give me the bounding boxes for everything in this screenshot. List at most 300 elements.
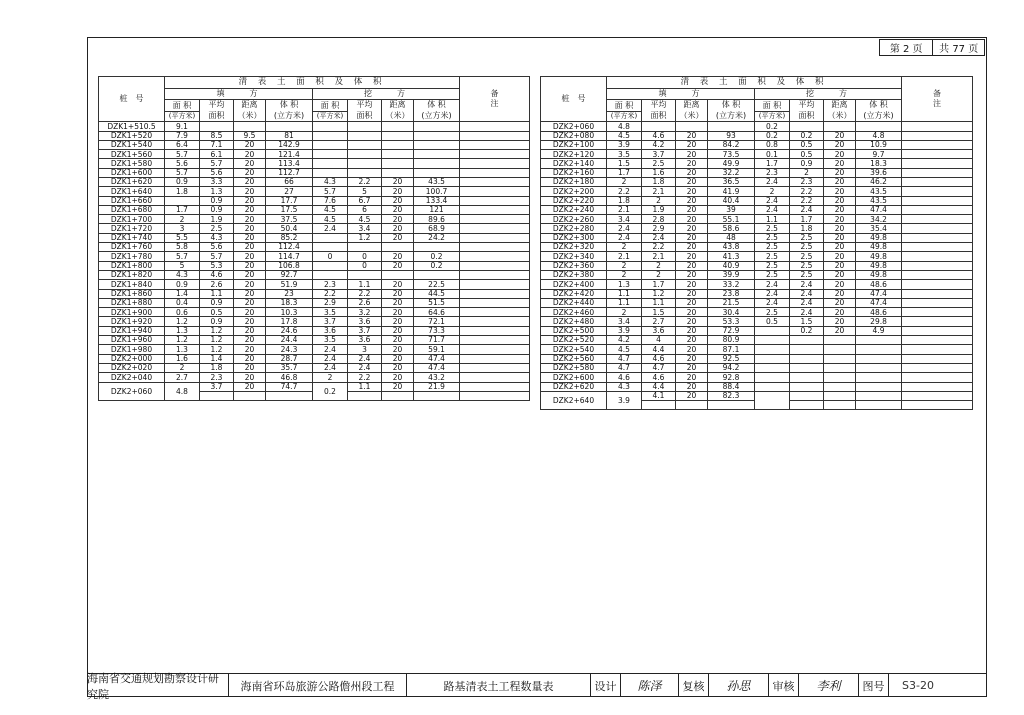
fill-vol-cell: 21.5: [708, 298, 755, 307]
remark-cell: [460, 261, 530, 270]
cut-vol-cell: 49.8: [856, 252, 902, 261]
remark-cell: [460, 317, 530, 326]
fill-dist-cell: 20: [234, 280, 266, 289]
station-cell: DZK1+980: [99, 345, 165, 354]
fill-area-cell: 2.1: [607, 205, 642, 214]
fill-avg-cell: 2.1: [642, 252, 676, 261]
cut-vol-cell: 49.8: [856, 270, 902, 279]
cut-avg-cell: 1.1: [348, 280, 382, 289]
cut-dist-cell: 20: [382, 326, 414, 335]
station-cell: DZK2+080: [541, 131, 607, 140]
cut-avg-cell: 0.2: [790, 326, 824, 335]
fill-dist-cell: 20: [234, 317, 266, 326]
cut-dist-cell: [382, 168, 414, 177]
cut-area-cell: 2.5: [755, 224, 790, 233]
cut-avg-cell: 2: [790, 168, 824, 177]
remark-cell: [460, 168, 530, 177]
remark-cell: [902, 336, 973, 345]
fill-avg-cell: 3.7: [642, 150, 676, 159]
page-total: 共 77 页: [939, 44, 979, 55]
station-cell: DZK2+220: [541, 196, 607, 205]
cut-vol-cell: 47.4: [414, 363, 460, 372]
station-cell: DZK2+240: [541, 205, 607, 214]
remark-cell: [460, 382, 530, 391]
fill-dist-cell: 20: [234, 382, 266, 391]
fill-area-cell: 1.3: [607, 280, 642, 289]
fill-vol-cell: 66: [266, 178, 313, 187]
cut-area-cell: 2.5: [755, 252, 790, 261]
page-current: 第 2 页: [880, 40, 933, 55]
cut-avg-cell: [348, 150, 382, 159]
remark-cell: [460, 354, 530, 363]
fill-area-cell: 3.9: [607, 391, 642, 410]
cut-avg-cell: [790, 391, 824, 400]
cut-vol-cell: 35.4: [856, 224, 902, 233]
cut-vol-cell: 72.1: [414, 317, 460, 326]
remark-cell: [902, 233, 973, 242]
cut-area-cell: [313, 131, 348, 140]
cut-area-cell: 2.9: [313, 298, 348, 307]
station-cell: DZK2+560: [541, 354, 607, 363]
cut-area-cell: [313, 122, 348, 131]
cut-avg-cell: 2.4: [790, 308, 824, 317]
fill-avg-cell: 0.9: [200, 196, 234, 205]
header-fill-dist: 距离 （米）: [234, 100, 266, 122]
station-cell: DZK2+580: [541, 363, 607, 372]
cut-dist-cell: 20: [824, 178, 856, 187]
cut-vol-cell: 89.6: [414, 215, 460, 224]
station-cell: DZK1+900: [99, 308, 165, 317]
cut-vol-cell: 47.4: [856, 289, 902, 298]
cut-area-cell: 2.4: [755, 205, 790, 214]
remark-cell: [902, 252, 973, 261]
remark-cell: [460, 252, 530, 261]
fill-dist-cell: 20: [676, 345, 708, 354]
cut-dist-cell: 20: [824, 187, 856, 196]
cut-vol-cell: [414, 159, 460, 168]
cut-dist-cell: 20: [382, 354, 414, 363]
cut-dist-cell: 20: [824, 168, 856, 177]
fill-avg-cell: 2.8: [642, 215, 676, 224]
cut-area-cell: 4.5: [313, 215, 348, 224]
station-cell: DZK2+320: [541, 243, 607, 252]
fill-vol-cell: 94.2: [708, 363, 755, 372]
fill-avg-cell: 5.7: [200, 252, 234, 261]
cut-dist-cell: 20: [382, 196, 414, 205]
empty-cell: [266, 391, 313, 400]
station-cell: DZK1+620: [99, 178, 165, 187]
remark-cell: [902, 205, 973, 214]
remark-cell: [460, 140, 530, 149]
cut-dist-cell: [824, 345, 856, 354]
cut-avg-cell: [790, 363, 824, 372]
cut-dist-cell: 20: [824, 308, 856, 317]
fill-vol-cell: 41.3: [708, 252, 755, 261]
fill-vol-cell: 85.2: [266, 233, 313, 242]
header-fill-avg: 平均 面积: [200, 100, 234, 122]
cut-avg-cell: 2.2: [348, 373, 382, 382]
cut-vol-cell: 4.8: [856, 131, 902, 140]
station-cell: DZK1+580: [99, 159, 165, 168]
cut-area-cell: 2.4: [755, 298, 790, 307]
fill-dist-cell: 20: [676, 391, 708, 400]
fill-avg-cell: 4.6: [642, 131, 676, 140]
fill-dist-cell: 20: [676, 224, 708, 233]
header-cut: 挖 方: [313, 89, 460, 100]
station-cell: DZK1+680: [99, 205, 165, 214]
remark-cell: [902, 168, 973, 177]
cut-area-cell: 2.3: [755, 168, 790, 177]
cut-avg-cell: [348, 168, 382, 177]
remark-cell: [902, 140, 973, 149]
fill-vol-cell: 27: [266, 187, 313, 196]
fill-dist-cell: 20: [234, 270, 266, 279]
fill-dist-cell: 20: [676, 308, 708, 317]
fill-vol-cell: 17.8: [266, 317, 313, 326]
header-fill-vol: 体 积 (立方米): [708, 100, 755, 122]
fill-dist-cell: 20: [234, 150, 266, 159]
fill-area-cell: 1.2: [165, 317, 200, 326]
cut-area-cell: 2.4: [313, 224, 348, 233]
table-row: [99, 122, 530, 131]
fill-area-cell: 1.1: [607, 298, 642, 307]
cut-vol-cell: 22.5: [414, 280, 460, 289]
fill-avg-cell: 1.7: [642, 280, 676, 289]
cut-vol-cell: 4.9: [856, 326, 902, 335]
header-fill-avg: 平均 面积: [642, 100, 676, 122]
cut-dist-cell: [824, 382, 856, 391]
fill-area-cell: 4.7: [607, 363, 642, 372]
fill-avg-cell: 1.8: [642, 178, 676, 187]
cut-area-cell: 1.7: [755, 159, 790, 168]
fill-area-cell: 4.5: [607, 131, 642, 140]
station-cell: DZK2+500: [541, 326, 607, 335]
remark-cell: [460, 289, 530, 298]
cut-avg-cell: 4.5: [348, 215, 382, 224]
cut-vol-cell: 47.4: [856, 205, 902, 214]
empty-cell: [676, 401, 708, 410]
fill-avg-cell: 0.9: [200, 317, 234, 326]
fill-vol-cell: 92.8: [708, 373, 755, 382]
cut-avg-cell: 2.4: [790, 289, 824, 298]
remark-cell: [902, 345, 973, 354]
cut-dist-cell: [824, 336, 856, 345]
remark-cell: [902, 308, 973, 317]
station-cell: DZK2+460: [541, 308, 607, 317]
cut-dist-cell: 20: [824, 233, 856, 242]
fill-vol-cell: 49.9: [708, 159, 755, 168]
fill-avg-cell: 2: [642, 261, 676, 270]
fill-avg-cell: 2.1: [642, 187, 676, 196]
station-cell: DZK1+960: [99, 336, 165, 345]
remark-cell: [460, 298, 530, 307]
cut-vol-cell: 29.8: [856, 317, 902, 326]
fill-dist-cell: 20: [676, 252, 708, 261]
cut-avg-cell: 1.8: [790, 224, 824, 233]
cut-area-cell: [313, 168, 348, 177]
station-cell: DZK1+640: [99, 187, 165, 196]
fill-vol-cell: 142.9: [266, 140, 313, 149]
fill-vol-cell: 39.9: [708, 270, 755, 279]
cut-area-cell: 2.4: [313, 354, 348, 363]
empty-cell: [856, 401, 902, 410]
fill-avg-cell: 1.2: [200, 345, 234, 354]
cut-vol-cell: 21.9: [414, 382, 460, 391]
fill-dist-cell: 20: [234, 345, 266, 354]
fill-area-cell: 1.2: [165, 336, 200, 345]
cut-avg-cell: 2.4: [348, 363, 382, 372]
station-cell: DZK1+600: [99, 168, 165, 177]
cut-avg-cell: 2.4: [790, 298, 824, 307]
fill-area-cell: 0.9: [165, 178, 200, 187]
fill-avg-cell: 2.7: [642, 317, 676, 326]
fill-dist-cell: 20: [676, 336, 708, 345]
station-cell: DZK2+280: [541, 224, 607, 233]
fill-dist-cell: 20: [234, 178, 266, 187]
fill-dist-cell: 20: [676, 373, 708, 382]
remark-cell: [460, 131, 530, 140]
fill-area-cell: 2.4: [607, 233, 642, 242]
cut-vol-cell: 24.2: [414, 233, 460, 242]
cut-area-cell: 0.8: [755, 140, 790, 149]
station-cell: DZK2+620: [541, 382, 607, 391]
cut-dist-cell: [382, 131, 414, 140]
fill-vol-cell: 33.2: [708, 280, 755, 289]
fill-dist-cell: 20: [234, 196, 266, 205]
cut-avg-cell: 3: [348, 345, 382, 354]
cut-vol-cell: [856, 373, 902, 382]
cut-vol-cell: 68.9: [414, 224, 460, 233]
fill-area-cell: [165, 196, 200, 205]
cut-dist-cell: 20: [824, 215, 856, 224]
remark-cell: [902, 261, 973, 270]
fill-vol-cell: 58.6: [708, 224, 755, 233]
fill-avg-cell: 1.8: [200, 363, 234, 372]
fill-area-cell: 0.4: [165, 298, 200, 307]
fill-area-cell: 2.7: [165, 373, 200, 382]
fill-vol-cell: 10.3: [266, 308, 313, 317]
cut-area-cell: 5.7: [313, 187, 348, 196]
station-cell: DZK2+640: [541, 391, 607, 410]
fill-area-cell: 1.5: [607, 159, 642, 168]
fill-vol-cell: 32.2: [708, 168, 755, 177]
remark-cell: [902, 298, 973, 307]
station-cell: DZK2+180: [541, 178, 607, 187]
remark-cell: [902, 224, 973, 233]
fill-avg-cell: 1.9: [642, 205, 676, 214]
cut-dist-cell: 20: [382, 233, 414, 242]
empty-cell: [642, 401, 676, 410]
fill-avg-cell: 8.5: [200, 131, 234, 140]
cut-avg-cell: 2.4: [790, 280, 824, 289]
fill-vol-cell: 51.9: [266, 280, 313, 289]
fill-vol-cell: 39: [708, 205, 755, 214]
fill-avg-cell: 2: [642, 270, 676, 279]
fill-area-cell: 4.7: [607, 354, 642, 363]
fill-dist-cell: 20: [676, 159, 708, 168]
fill-area-cell: 4.2: [607, 336, 642, 345]
fill-vol-cell: 24.4: [266, 336, 313, 345]
remark-cell: [460, 280, 530, 289]
header-remark: 备 注: [460, 77, 530, 122]
station-cell: DZK2+300: [541, 233, 607, 242]
quantity-table-left: [98, 76, 530, 401]
fill-dist-cell: 20: [234, 215, 266, 224]
remark-cell: [460, 308, 530, 317]
drawing-no-label: 图号: [859, 674, 889, 697]
fill-area-cell: 9.1: [165, 122, 200, 131]
remark-cell: [902, 187, 973, 196]
remark-cell: [902, 354, 973, 363]
cut-dist-cell: 20: [824, 224, 856, 233]
fill-area-cell: 4.8: [607, 122, 642, 131]
fill-dist-cell: 20: [676, 215, 708, 224]
fill-area-cell: 1.4: [165, 289, 200, 298]
fill-area-cell: 2: [607, 270, 642, 279]
remark-cell: [460, 187, 530, 196]
fill-avg-cell: 4.4: [642, 382, 676, 391]
fill-area-cell: 4.3: [165, 270, 200, 279]
fill-vol-cell: 24.3: [266, 345, 313, 354]
fill-dist-cell: 20: [234, 354, 266, 363]
cut-area-cell: 4.3: [313, 178, 348, 187]
remark-cell: [460, 196, 530, 205]
review-label: 审核: [769, 674, 799, 697]
cut-area-cell: 3.5: [313, 308, 348, 317]
remark-cell: [460, 270, 530, 279]
cut-dist-cell: [382, 150, 414, 159]
fill-vol-cell: 121.4: [266, 150, 313, 159]
fill-dist-cell: 20: [676, 150, 708, 159]
remark-cell: [902, 122, 973, 131]
cut-avg-cell: 1.5: [790, 317, 824, 326]
cut-vol-cell: 48.6: [856, 308, 902, 317]
fill-vol-cell: 28.7: [266, 354, 313, 363]
fill-avg-cell: 2.4: [642, 233, 676, 242]
fill-area-cell: 3.5: [607, 150, 642, 159]
fill-area-cell: 5.7: [165, 252, 200, 261]
cut-vol-cell: 39.6: [856, 168, 902, 177]
fill-area-cell: 4.6: [607, 373, 642, 382]
fill-vol-cell: 74.7: [266, 382, 313, 391]
fill-avg-cell: 2.2: [642, 243, 676, 252]
station-cell: DZK1+780: [99, 252, 165, 261]
cut-avg-cell: 2.4: [790, 205, 824, 214]
cut-vol-cell: 10.9: [856, 140, 902, 149]
cut-area-cell: 2.4: [313, 363, 348, 372]
fill-vol-cell: 113.4: [266, 159, 313, 168]
fill-dist-cell: 20: [676, 280, 708, 289]
fill-dist-cell: 20: [676, 261, 708, 270]
fill-area-cell: 3.9: [607, 140, 642, 149]
title-block: [87, 671, 987, 701]
station-cell: DZK1+860: [99, 289, 165, 298]
design-signature: 陈泽: [621, 674, 679, 697]
cut-avg-cell: [348, 159, 382, 168]
empty-cell: [348, 391, 382, 400]
empty-cell: [790, 122, 824, 131]
cut-dist-cell: [382, 159, 414, 168]
table-row: [541, 122, 973, 131]
cut-dist-cell: 20: [382, 363, 414, 372]
header-cut-vol: 体 积 (立方米): [414, 100, 460, 122]
page-indicator: [879, 39, 985, 56]
fill-avg-cell: 1.3: [200, 187, 234, 196]
fill-area-cell: 1.3: [165, 345, 200, 354]
cut-dist-cell: 20: [382, 187, 414, 196]
station-cell: DZK1+740: [99, 233, 165, 242]
empty-cell: [234, 391, 266, 400]
fill-avg-cell: 4.6: [200, 270, 234, 279]
cut-vol-cell: [856, 354, 902, 363]
fill-avg-cell: 1.6: [642, 168, 676, 177]
cut-dist-cell: 20: [382, 298, 414, 307]
cut-dist-cell: 20: [824, 298, 856, 307]
fill-vol-cell: 92.7: [266, 270, 313, 279]
station-cell: DZK2+440: [541, 298, 607, 307]
cut-dist-cell: 20: [824, 252, 856, 261]
cut-avg-cell: 0: [348, 252, 382, 261]
cut-avg-cell: [348, 131, 382, 140]
cut-dist-cell: 20: [824, 196, 856, 205]
remark-cell: [460, 215, 530, 224]
fill-vol-cell: 17.5: [266, 205, 313, 214]
cut-dist-cell: 20: [824, 289, 856, 298]
empty-cell: [824, 122, 856, 131]
cut-dist-cell: 20: [824, 280, 856, 289]
fill-area-cell: 2: [607, 261, 642, 270]
fill-dist-cell: 20: [676, 382, 708, 391]
cut-vol-cell: 43.5: [414, 178, 460, 187]
empty-cell: [382, 391, 414, 400]
station-cell: DZK2+400: [541, 280, 607, 289]
remark-cell: [460, 336, 530, 345]
fill-dist-cell: 20: [676, 187, 708, 196]
fill-avg-cell: 4.1: [642, 391, 676, 400]
station-cell: DZK1+880: [99, 298, 165, 307]
project-name: 海南省环岛旅游公路儋州段工程: [229, 674, 407, 697]
cut-avg-cell: 2.6: [348, 298, 382, 307]
fill-area-cell: 1.7: [165, 205, 200, 214]
design-label: 设计: [591, 674, 621, 697]
cut-area-cell: [755, 354, 790, 363]
cut-dist-cell: 20: [382, 289, 414, 298]
header-cut-unit: (平方米): [313, 111, 348, 121]
fill-avg-cell: 3.6: [642, 326, 676, 335]
station-cell: DZK1+560: [99, 150, 165, 159]
fill-dist-cell: 20: [676, 354, 708, 363]
header-fill: 填 方: [165, 89, 313, 100]
cut-vol-cell: 48.6: [856, 280, 902, 289]
remark-cell: [460, 150, 530, 159]
station-cell: DZK1+940: [99, 326, 165, 335]
station-cell: DZK1+540: [99, 140, 165, 149]
cut-avg-cell: 2.3: [790, 178, 824, 187]
station-cell: DZK2+000: [99, 354, 165, 363]
fill-avg-cell: 2.5: [642, 159, 676, 168]
cut-area-cell: 0.2: [755, 131, 790, 140]
fill-vol-cell: 30.4: [708, 308, 755, 317]
station-cell: DZK1+760: [99, 243, 165, 252]
empty-cell: [824, 401, 856, 410]
station-cell: DZK2+600: [541, 373, 607, 382]
fill-area-cell: 2: [607, 178, 642, 187]
cut-dist-cell: 20: [824, 159, 856, 168]
cut-area-cell: [313, 243, 348, 252]
fill-avg-cell: 2: [642, 196, 676, 205]
fill-vol-cell: 93: [708, 131, 755, 140]
station-cell: DZK2+060: [99, 382, 165, 401]
